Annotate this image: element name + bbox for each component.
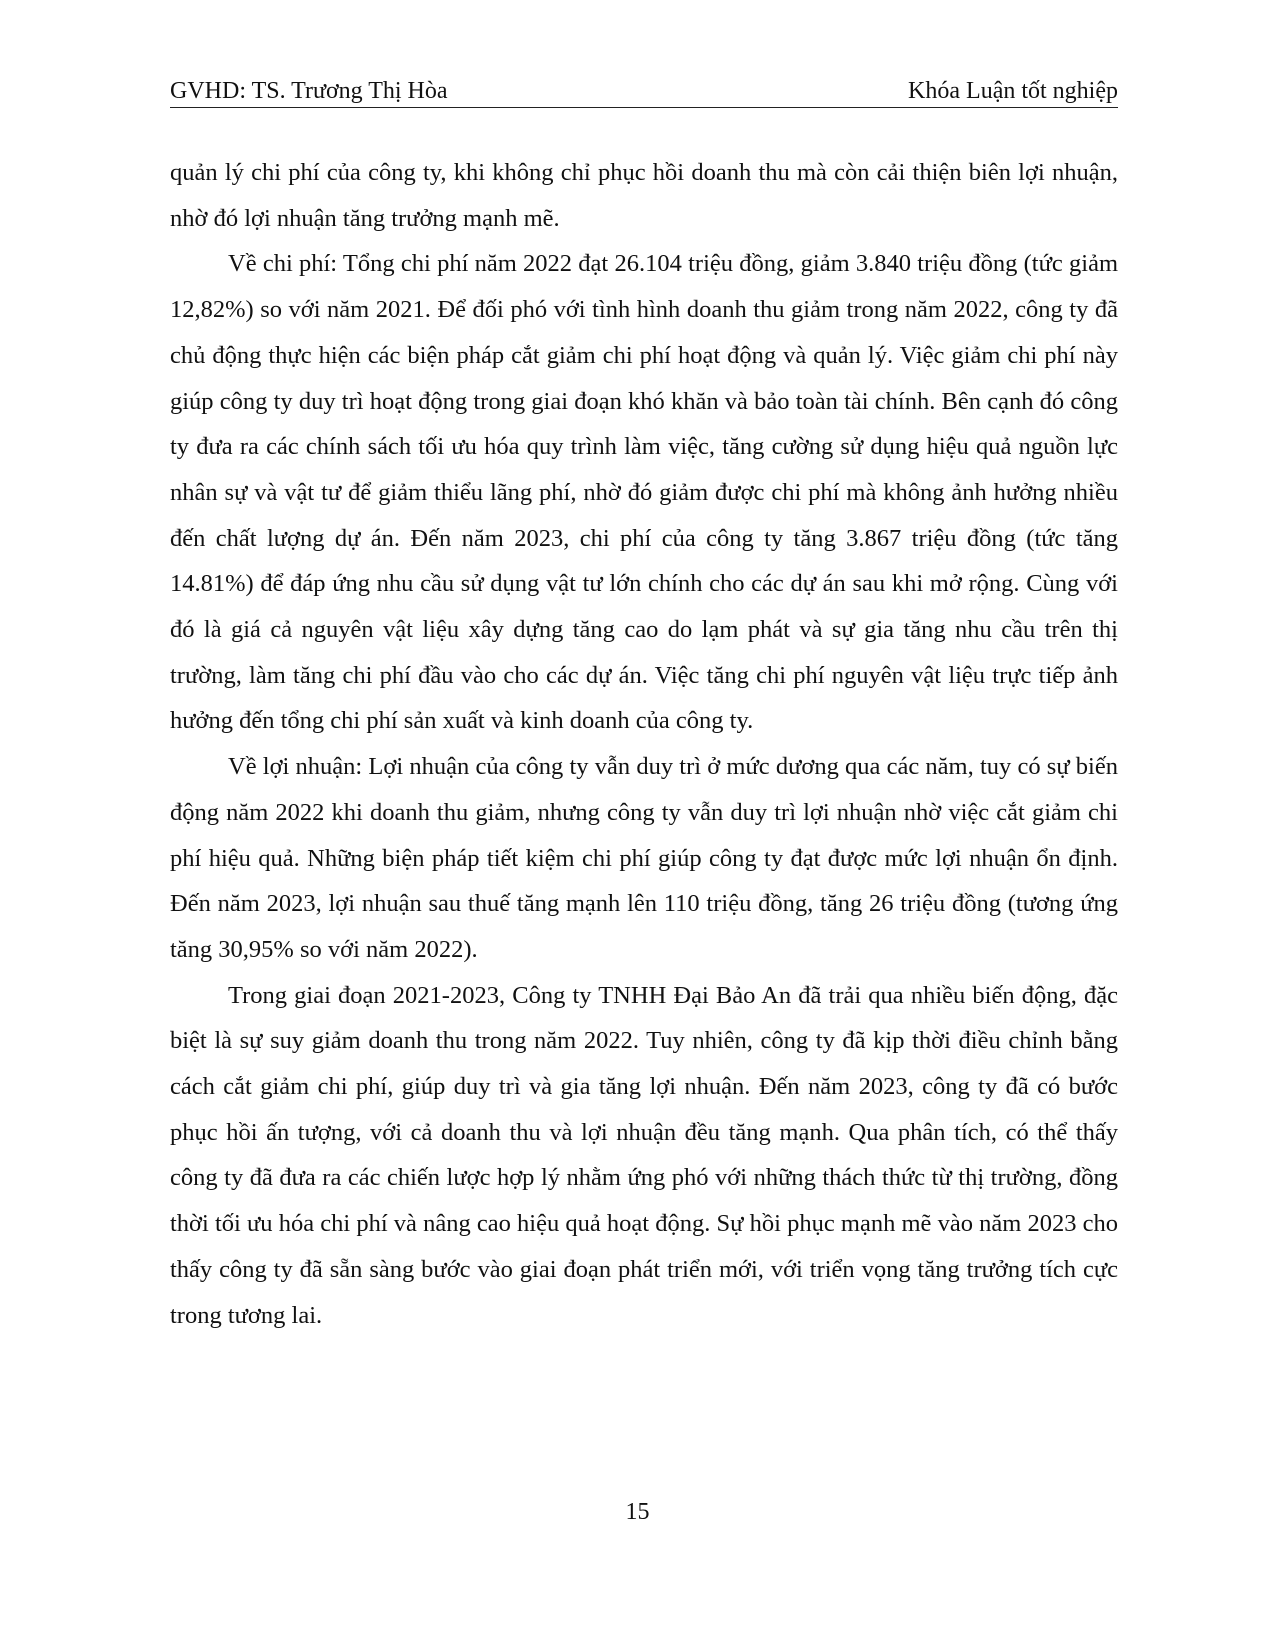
- page-number: 15: [625, 1499, 650, 1525]
- paragraph-continuation: quản lý chi phí của công ty, khi không chỉ phục hồi doanh thu mà còn cải thiện biên lợi nhuận, nhờ đó lợi nhuận tăng trưởng mạnh mẽ.: [170, 159, 1118, 232]
- paragraph-profit: Về lợi nhuận: Lợi nhuận của công ty vẫn duy trì ở mức dương qua các năm, tuy có sự biến động năm 2022 khi doanh thu giảm, nhưng công ty vẫn duy trì lợi nhuận nhờ việc cắt giảm chi phí hiệu quả. Những biện pháp tiết kiệm chi phí giúp công ty đạt được mức lợi nhuận ổn định. Đến năm 2023, lợi nhuận sau thuế tăng mạnh lên 110 triệu đồng, tăng 26 triệu đồng (tương ứng tăng 30,95% so với năm 2022).: [170, 753, 1118, 963]
- body-text: [170, 150, 1118, 1338]
- page-header: [170, 74, 1118, 108]
- header-thesis-title: Khóa Luận tốt nghiệp: [908, 78, 1118, 104]
- paragraph-summary: Trong giai đoạn 2021-2023, Công ty TNHH Đại Bảo An đã trải qua nhiều biến động, đặc biệt là sự suy giảm doanh thu trong năm 2022. Tuy nhiên, công ty đã kịp thời điều chỉnh bằng cách cắt giảm chi phí, giúp duy trì và gia tăng lợi nhuận. Đến năm 2023, công ty đã có bước phục hồi ấn tượng, với cả doanh thu và lợi nhuận đều tăng mạnh. Qua phân tích, có thể thấy công ty đã đưa ra các chiến lược hợp lý nhằm ứng phó với những thách thức từ thị trường, đồng thời tối ưu hóa chi phí và nâng cao hiệu quả hoạt động. Sự hồi phục mạnh mẽ vào năm 2023 cho thấy công ty đã sẵn sàng bước vào giai đoạn phát triển mới, với triển vọng tăng trưởng tích cực trong tương lai.: [170, 981, 1118, 1329]
- header-advisor: GVHD: TS. Trương Thị Hòa: [170, 78, 448, 104]
- paragraph-costs: Về chi phí: Tổng chi phí năm 2022 đạt 26.104 triệu đồng, giảm 3.840 triệu đồng (tức giảm 12,82%) so với năm 2021. Để đối phó với tình hình doanh thu giảm trong năm 2022, công ty đã chủ động thực hiện các biện pháp cắt giảm chi phí hoạt động và quản lý. Việc giảm chi phí này giúp công ty duy trì hoạt động trong giai đoạn khó khăn và bảo toàn tài chính. Bên cạnh đó công ty đưa ra các chính sách tối ưu hóa quy trình làm việc, tăng cường sử dụng hiệu quả nguồn lực nhân sự và vật tư để giảm thiểu lãng phí, nhờ đó giảm được chi phí mà không ảnh hưởng nhiều đến chất lượng dự án. Đến năm 2023, chi phí của công ty tăng 3.867 triệu đồng (tức tăng 14.81%) để đáp ứng nhu cầu sử dụng vật tư lớn chính cho các dự án sau khi mở rộng. Cùng với đó là giá cả nguyên vật liệu xây dựng tăng cao do lạm phát và sự gia tăng nhu cầu trên thị trường, làm tăng chi phí đầu vào cho các dự án. Việc tăng chi phí nguyên vật liệu trực tiếp ảnh hưởng đến tổng chi phí sản xuất và kinh doanh của công ty.: [170, 250, 1118, 735]
